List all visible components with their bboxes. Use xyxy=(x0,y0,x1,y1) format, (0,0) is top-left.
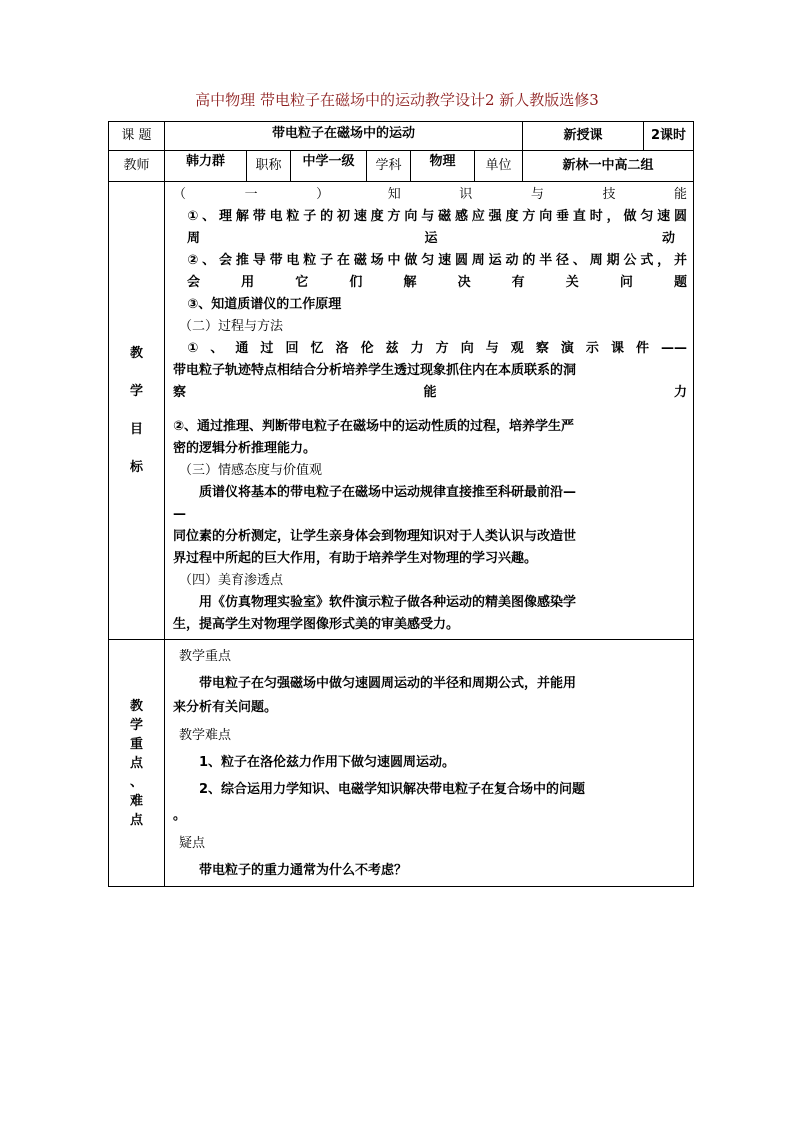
lesson-type-value: 新授课 xyxy=(523,122,644,151)
difficulty-item: 1、粒子在洛伦兹力作用下做匀速圆周运动。 xyxy=(199,755,456,770)
objective-item: 察能力 xyxy=(173,385,688,400)
key-text: 来分析有关问题。 xyxy=(173,700,278,715)
teacher-value: 韩力群 xyxy=(165,151,247,182)
objective-item: 带电粒子轨迹特点相结合分析培养学生透过现象抓住内在本质联系的洞 xyxy=(173,363,577,378)
difficulty-item: 2、综合运用力学知识、电磁学知识解决带电粒子在复合场中的问题 xyxy=(199,782,586,797)
topic-row xyxy=(109,122,694,151)
objective-item: ③、知道质谱仪的工作原理 xyxy=(187,297,342,312)
doubt-text: 带电粒子的重力通常为什么不考虑？ xyxy=(199,863,408,878)
document-title: 高中物理 带电粒子在磁场中的运动教学设计2 新人教版选修3 xyxy=(195,91,599,109)
key-text: 带电粒子在匀强磁场中做匀速圆周运动的半径和周期公式，并能用 xyxy=(199,676,577,691)
difficulty-heading: 教学难点 xyxy=(179,728,232,743)
unit-value: 新林一中高二组 xyxy=(523,151,694,182)
objective-item: 界过程中所起的巨大作用，有助于培养学生对物理的学习兴趣。 xyxy=(173,551,538,566)
objectives-label: 教 学 目 标 xyxy=(109,182,165,640)
objective-section-heading: （一）知识与技能 xyxy=(173,187,688,202)
subject-label: 学科 xyxy=(367,151,411,182)
topic-label: 课 题 xyxy=(109,122,165,151)
objective-item: 会用它们解决有关问题 xyxy=(187,275,688,290)
objectives-row xyxy=(109,182,694,640)
objective-item: ①、理解带电粒子的初速度方向与磁感应强度方向垂直时，做匀速圆 xyxy=(187,209,688,224)
subject-value: 物理 xyxy=(411,151,475,182)
periods-value: 2课时 xyxy=(644,122,694,151)
objective-item: 用《仿真物理实验室》软件演示粒子做各种运动的精美图像感染学 xyxy=(199,595,577,610)
objective-item: ②、会推导带电粒子在磁场中做匀速圆周运动的半径、周期公式，并 xyxy=(187,253,688,268)
keypoints-content xyxy=(165,640,694,887)
objective-section-heading: （四）美育渗透点 xyxy=(179,573,284,588)
objective-item: 周运动 xyxy=(187,231,676,246)
keypoints-label: 教 学 重 点 、 难 点 xyxy=(109,640,165,887)
unit-label: 单位 xyxy=(475,151,523,182)
difficulty-item: 。 xyxy=(173,808,187,823)
objective-item: 生，提高学生对物理学图像形式美的审美感受力。 xyxy=(173,617,460,632)
objective-item: ①、通过回忆洛伦兹力方向与观察演示课件—— xyxy=(187,341,688,356)
objective-section-heading: （三）情感态度与价值观 xyxy=(179,463,323,478)
title-value: 中学一级 xyxy=(291,151,367,182)
lesson-plan-table xyxy=(108,121,694,887)
title-label: 职称 xyxy=(247,151,291,182)
topic-value: 带电粒子在磁场中的运动 xyxy=(165,122,523,151)
objective-section-heading: （二）过程与方法 xyxy=(179,319,284,334)
key-heading: 教学重点 xyxy=(179,649,232,664)
objective-item: 质谱仪将基本的带电粒子在磁场中运动规律直接推至科研最前沿— xyxy=(199,485,577,500)
doubt-heading: 疑点 xyxy=(179,836,206,851)
objectives-content xyxy=(165,182,694,640)
objective-item: 同位素的分析测定，让学生亲身体会到物理知识对于人类认识与改造世 xyxy=(173,529,577,544)
objective-item: ②、通过推理、判断带电粒子在磁场中的运动性质的过程，培养学生严 xyxy=(173,419,575,434)
teacher-label: 教师 xyxy=(109,151,165,182)
keypoints-row xyxy=(109,640,694,887)
objective-item: — xyxy=(173,507,186,522)
objective-item: 密的逻辑分析推理能力。 xyxy=(173,441,317,456)
teacher-row xyxy=(109,151,694,182)
